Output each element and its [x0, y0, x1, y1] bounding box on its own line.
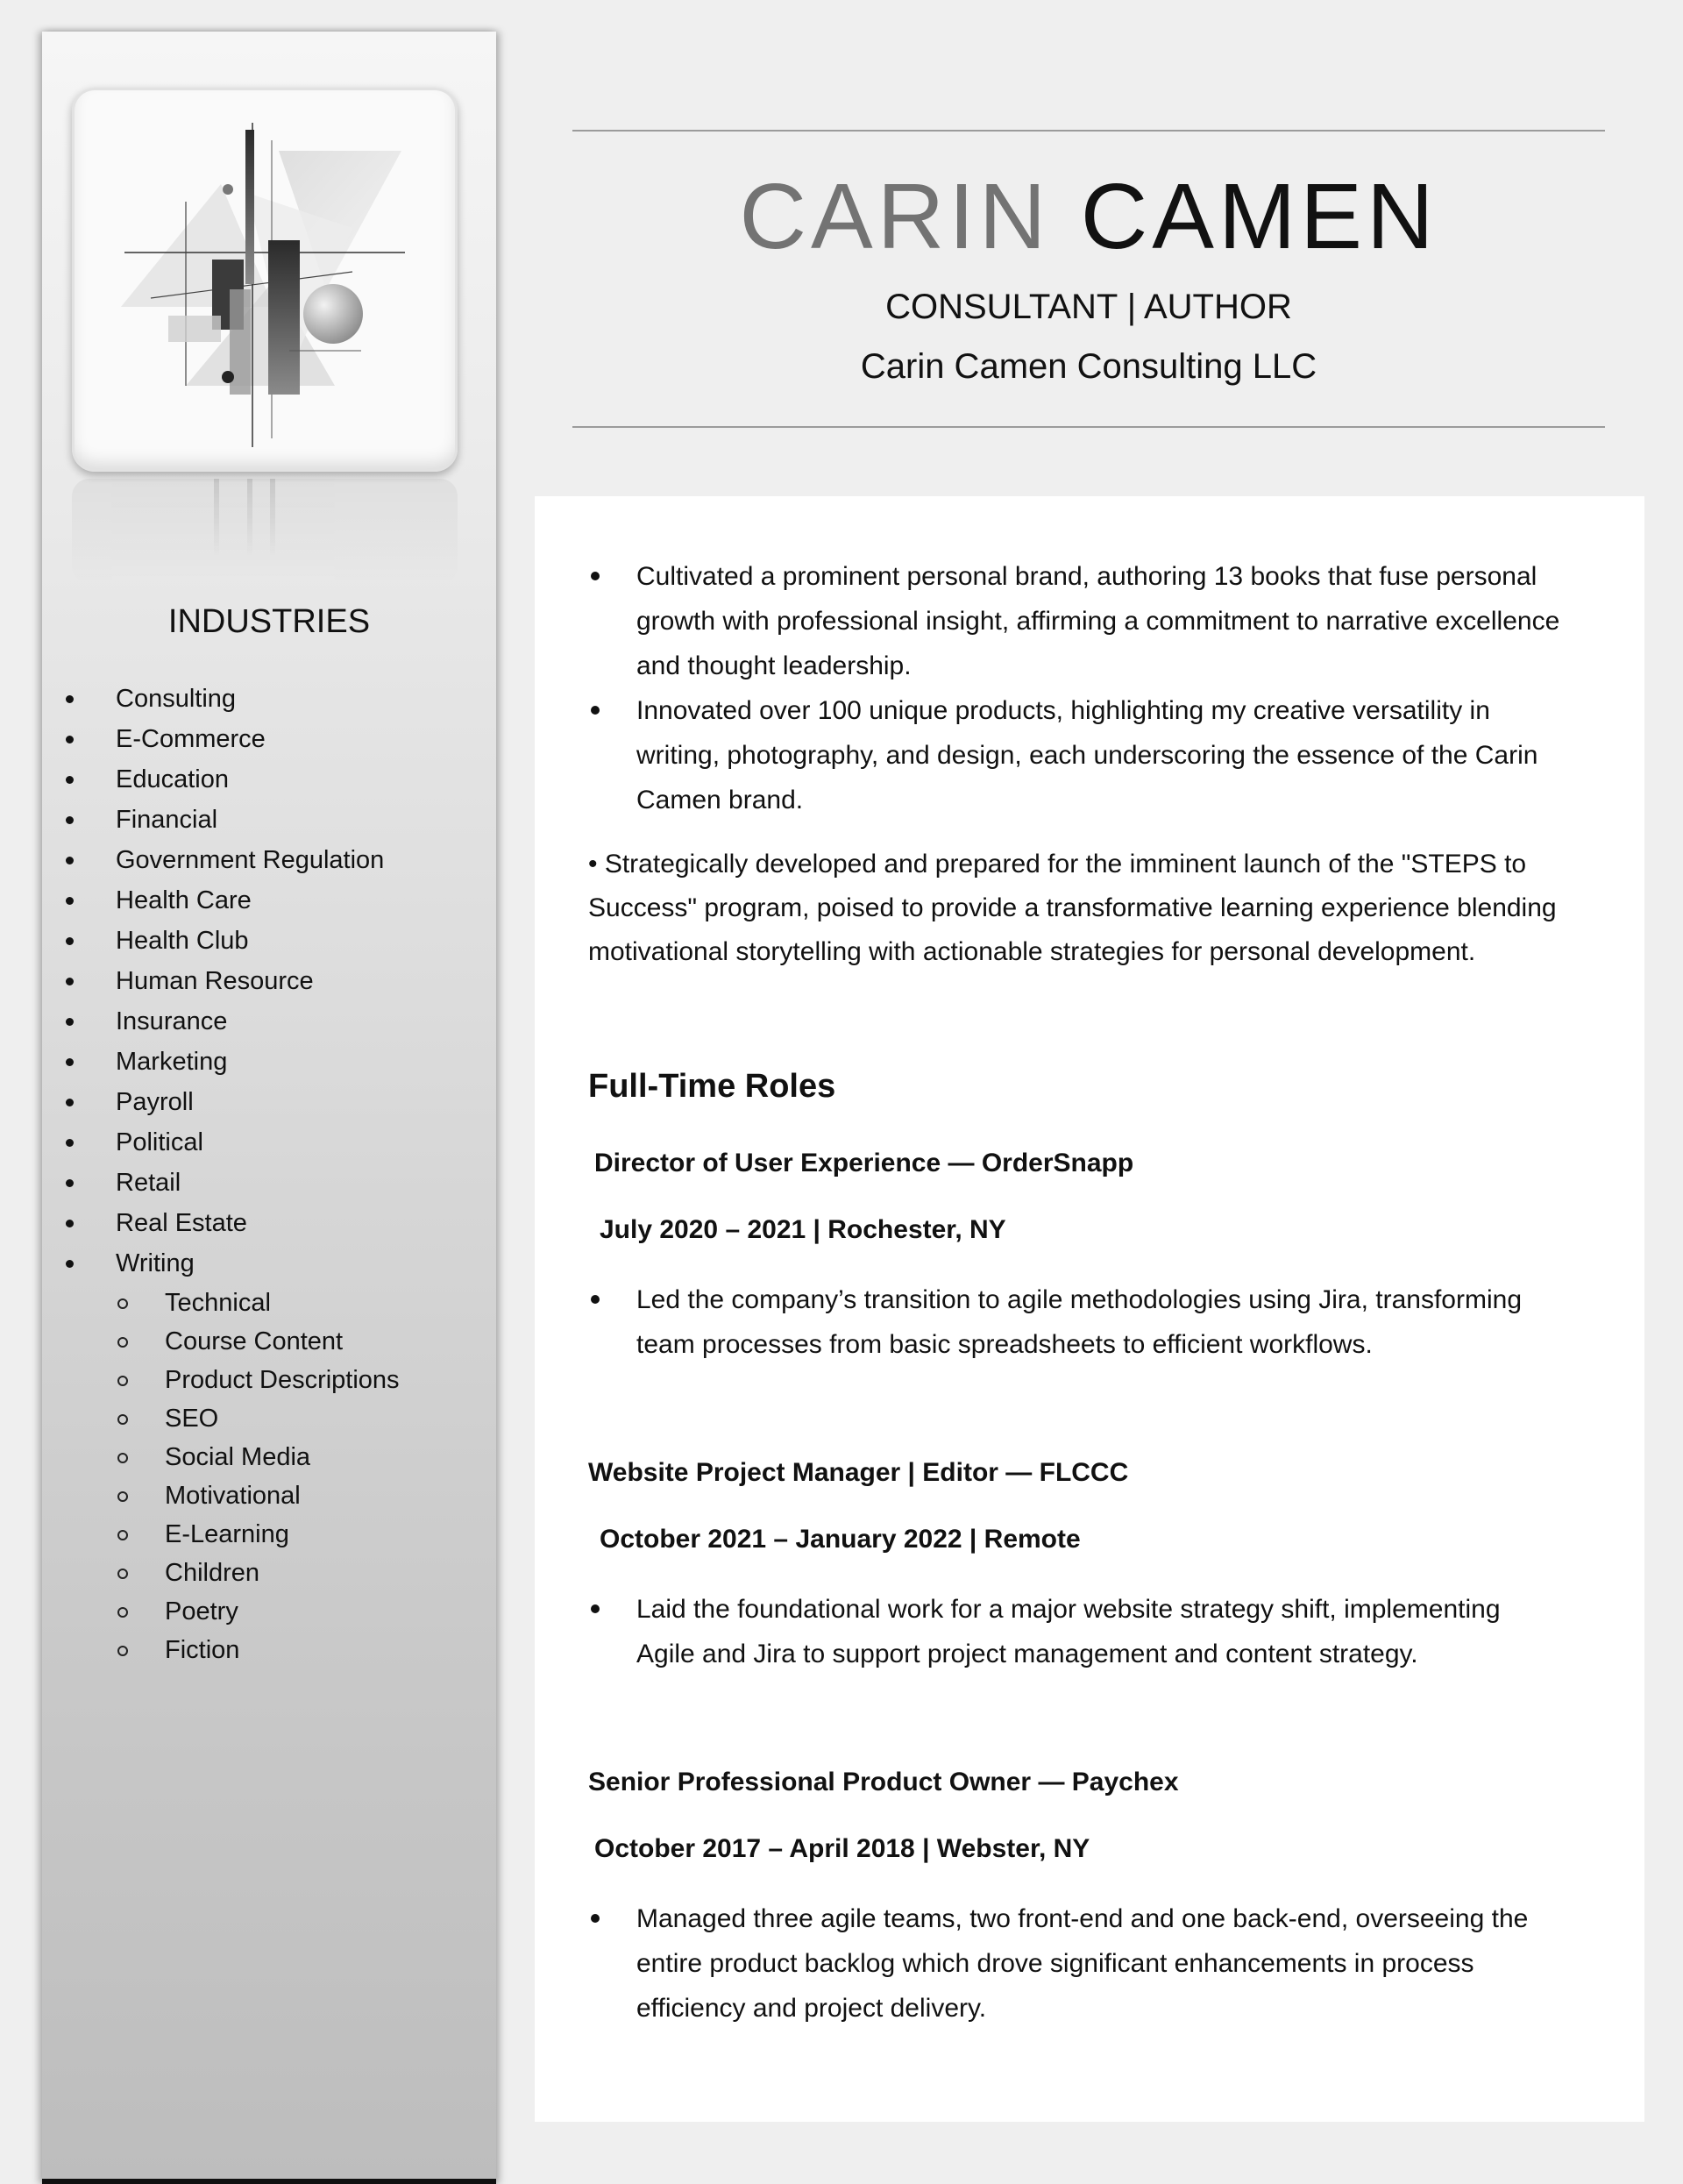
role-title: Website Project Manager | Editor — FLCCC [588, 1458, 1129, 1487]
header-bottom-rule [572, 426, 1605, 428]
text-line: writing, photography, and design, each underscoring the essence of the Carin [636, 741, 1538, 770]
bullet-icon [66, 978, 74, 985]
bullet-icon [66, 1018, 74, 1026]
industry-item: Education [42, 759, 496, 800]
bullet-icon [66, 1099, 74, 1106]
circle-bullet-icon [117, 1453, 128, 1463]
bullet-icon [66, 857, 74, 864]
job-title: CONSULTANT | AUTHOR [885, 288, 1292, 326]
text-line: team processes from basic spreadsheets to efficient workflows. [636, 1330, 1373, 1359]
text-line: motivational storytelling with actionable strategies for personal development. [588, 937, 1476, 966]
role-title: Senior Professional Product Owner — Paychex [588, 1768, 1179, 1796]
writing-subitem: Technical [42, 1284, 496, 1322]
text-line: growth with professional insight, affirming a commitment to narrative excellence [636, 607, 1560, 636]
circle-bullet-icon [117, 1569, 128, 1579]
writing-subitem: Fiction [42, 1631, 496, 1669]
writing-subitem: Course Content [42, 1322, 496, 1361]
geometric-art-graphic [72, 88, 458, 472]
bullet-icon [591, 706, 600, 715]
bullet-icon [66, 1139, 74, 1147]
industry-item: Government Regulation [42, 840, 496, 880]
role-title: Director of User Experience — OrderSnapp [594, 1149, 1134, 1177]
industry-item: Retail [42, 1163, 496, 1203]
bullet-icon [66, 1260, 74, 1268]
industry-item: Marketing [42, 1042, 496, 1082]
main-content-panel [535, 496, 1644, 2122]
writing-subitem: SEO [42, 1399, 496, 1438]
last-name: CAMEN [1080, 165, 1438, 268]
abstract-art-image [72, 88, 458, 472]
bullet-icon [66, 736, 74, 743]
industry-item: Human Resource [42, 961, 496, 1001]
sidebar [42, 32, 496, 2184]
person-name [572, 160, 1605, 274]
industry-item: Writing [42, 1243, 496, 1284]
text-line: Led the company’s transition to agile methodologies using Jira, transforming [636, 1285, 1523, 1314]
industry-item: Financial [42, 800, 496, 840]
circle-bullet-icon [117, 1646, 128, 1656]
bullet-icon [591, 1914, 600, 1923]
art-reflection [72, 479, 458, 584]
bullet-icon [66, 1058, 74, 1066]
bullet-icon [66, 897, 74, 905]
bullet-icon [591, 1604, 600, 1613]
industry-item: Real Estate [42, 1203, 496, 1243]
industry-item: Health Club [42, 921, 496, 961]
role-dates: October 2017 – April 2018 | Webster, NY [594, 1834, 1090, 1863]
text-line: Cultivated a prominent personal brand, authoring 13 books that fuse personal [636, 562, 1537, 591]
industry-item: Political [42, 1122, 496, 1163]
circle-bullet-icon [117, 1530, 128, 1540]
industry-item: Insurance [42, 1001, 496, 1042]
first-name: CARIN [739, 165, 1051, 268]
circle-bullet-icon [117, 1607, 128, 1618]
text-line: Managed three agile teams, two front-end and one back-end, overseeing the [636, 1904, 1529, 1933]
role-dates: October 2021 – January 2022 | Remote [600, 1525, 1081, 1554]
circle-bullet-icon [117, 1376, 128, 1386]
industry-item: E-Commerce [42, 719, 496, 759]
industries-heading: INDUSTRIES [167, 603, 371, 640]
text-line: Innovated over 100 unique products, highlighting my creative versatility in [636, 696, 1490, 725]
header-top-rule [572, 130, 1605, 132]
writing-subitem: Children [42, 1554, 496, 1592]
bullet-icon [66, 695, 74, 703]
bullet-icon [591, 572, 600, 580]
writing-subitem: Product Descriptions [42, 1361, 496, 1399]
text-line: Laid the foundational work for a major website strategy shift, implementing [636, 1595, 1501, 1624]
text-line: and thought leadership. [636, 651, 912, 680]
summary-paragraph [588, 843, 1605, 974]
writing-subitem: Poetry [42, 1592, 496, 1631]
text-line: Camen brand. [636, 786, 804, 815]
role-dates: July 2020 – 2021 | Rochester, NY [600, 1215, 1006, 1244]
bullet-icon [66, 1220, 74, 1227]
text-line: efficiency and project delivery. [636, 1994, 987, 2023]
text-line: entire product backlog which drove significant enhancements in process [636, 1949, 1474, 1978]
circle-bullet-icon [117, 1414, 128, 1425]
text-line: • Strategically developed and prepared for the imminent launch of the "STEPS to [588, 850, 1527, 879]
writing-subitem: Motivational [42, 1476, 496, 1515]
bullet-icon [66, 1179, 74, 1187]
circle-bullet-icon [117, 1298, 128, 1309]
industry-item: Payroll [42, 1082, 496, 1122]
writing-subitem: Social Media [42, 1438, 496, 1476]
writing-subitem: E-Learning [42, 1515, 496, 1554]
text-line: Agile and Jira to support project management and content strategy. [636, 1640, 1418, 1668]
industry-item: Health Care [42, 880, 496, 921]
company-name: Carin Camen Consulting LLC [860, 347, 1317, 386]
bullet-icon [591, 1295, 600, 1304]
bullet-icon [66, 937, 74, 945]
circle-bullet-icon [117, 1337, 128, 1348]
bullet-icon [66, 776, 74, 784]
industry-item: Consulting [42, 679, 496, 719]
section-title: Full-Time Roles [588, 1068, 836, 1105]
bullet-icon [66, 816, 74, 824]
industries-list [42, 679, 496, 1669]
circle-bullet-icon [117, 1491, 128, 1502]
text-line: Success" program, poised to provide a transformative learning experience blending [588, 893, 1557, 922]
